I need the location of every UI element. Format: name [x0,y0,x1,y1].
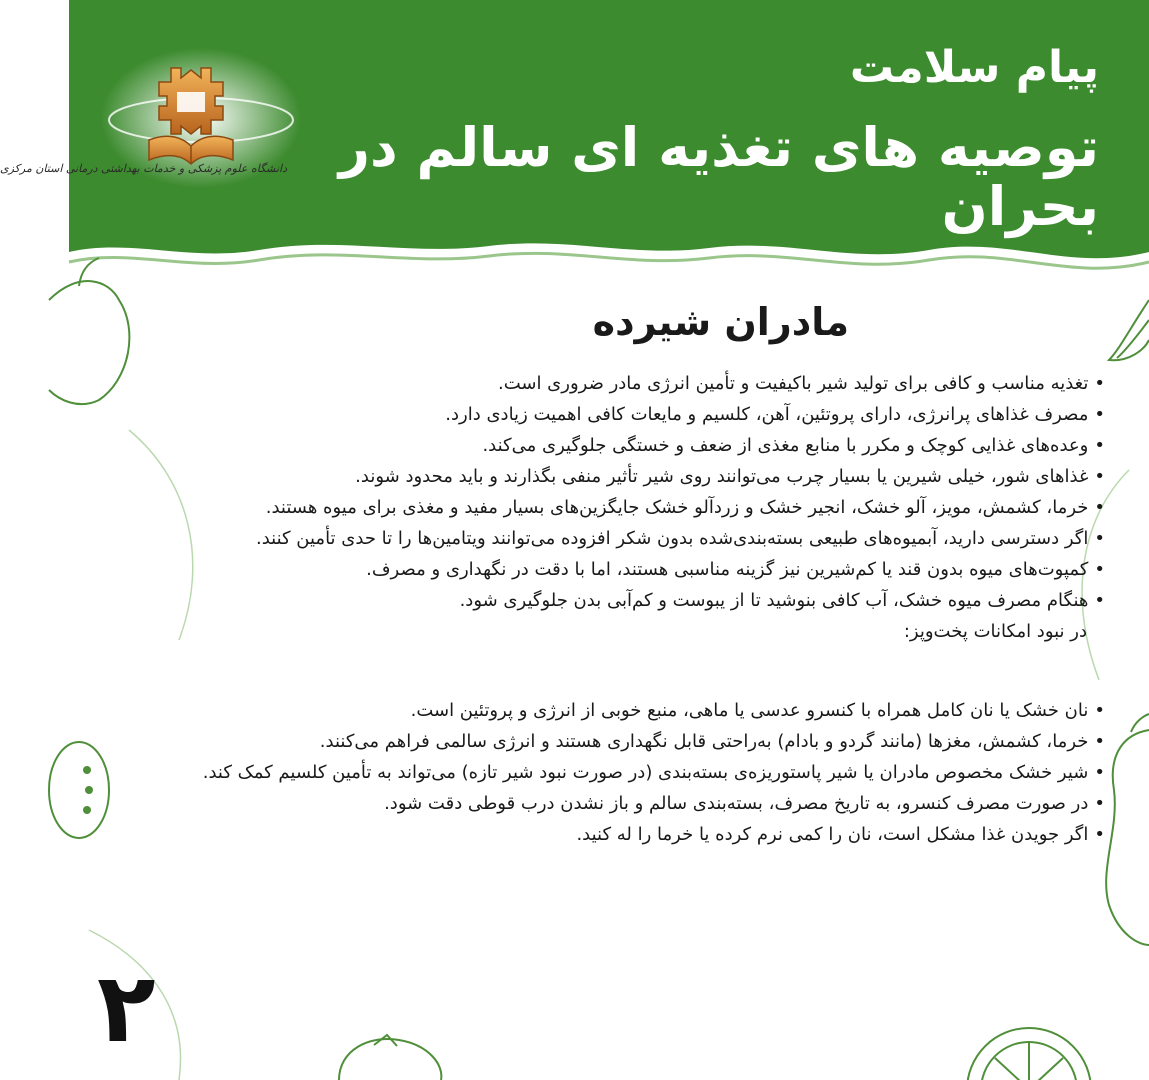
university-logo-icon [91,48,301,208]
bullet-icon: • [1094,373,1105,394]
list-item-text: اگر جویدن غذا مشکل است، نان را کمی نرم کرده یا خرما را له کنید. [576,824,1089,845]
pear-outline-icon [1106,714,1149,945]
bullet-icon: • [1094,466,1105,487]
list-item [109,726,1105,757]
list-item-text: کمپوت‌های میوه بدون قند یا کم‌شیرین نیز گزینه مناسبی هستند، اما با دقت در نگهداری و مصرف. [366,559,1089,580]
list-item-text: وعده‌های غذایی کوچک و مکرر با منابع مغذی از ضعف و خستگی جلوگیری می‌کند. [482,435,1089,456]
sub-heading: در نبود امکانات پخت‌وپز: [903,621,1087,642]
list-item [109,523,1105,554]
list-item [109,399,1105,430]
logo-caption: دانشگاه علوم پزشکی و خدمات بهداشتی درمانی استان مرکزی [0,162,287,175]
lemon-slice-icon [49,742,109,838]
bullet-icon: • [1094,762,1105,783]
list-item [109,430,1105,461]
list-item [109,461,1105,492]
list-item [109,819,1105,850]
bullet-icon: • [1094,824,1105,845]
section-title: مادران شیرده [592,300,849,344]
bullet-icon: • [1094,793,1105,814]
bullet-icon: • [1094,731,1105,752]
page-number: ۲ [97,952,156,1064]
bullet-icon: • [1094,497,1105,518]
bullet-icon: • [1094,559,1105,580]
list-item [109,757,1105,788]
list-item-text: خرما، کشمش، مغزها (مانند گردو و بادام) به‌راحتی قابل نگهداری هستند و انرژی سالمی فراهم می‌کنند. [319,731,1089,752]
cooking-bullet-list [109,695,1105,850]
bullet-icon: • [1094,590,1105,611]
list-item-text: اگر دسترسی دارید، آبمیوه‌های طبیعی بسته‌بندی‌شده بدون شکر افزوده می‌توانند ویتامین‌ها را تا حدی تأمین کنند. [255,528,1089,549]
bullet-icon: • [1094,435,1105,456]
bullet-icon: • [1094,700,1105,721]
list-item [109,492,1105,523]
list-item-text: در صورت مصرف کنسرو، به تاریخ مصرف، بسته‌بندی سالم و باز نشدن درب قوطی دقت شود. [384,793,1089,814]
header-title: پیام سلامت [849,42,1099,93]
header-subtitle: توصیه های تغذیه ای سالم در بحران [338,116,1099,239]
tomato-outline-icon [339,1035,441,1080]
list-item-text: غذاهای شور، خیلی شیرین یا بسیار چرب می‌توانند روی شیر تأثیر منفی بگذارند و باید محدود شوند. [355,466,1089,487]
list-item-text: تغذیه مناسب و کافی برای تولید شیر باکیفیت و تأمین انرژی مادر ضروری است. [497,373,1089,394]
main-bullet-list [109,368,1105,616]
list-item-text: نان خشک یا نان کامل همراه با کنسرو عدسی یا ماهی، منبع خوبی از انرژی و پروتئین است. [410,700,1089,721]
list-item [109,554,1105,585]
bullet-icon: • [1094,528,1105,549]
list-item-text: هنگام مصرف میوه خشک، آب کافی بنوشید تا از یبوست و کم‌آبی بدن جلوگیری شود. [459,590,1089,611]
list-item [109,788,1105,819]
list-item-text: مصرف غذاهای پرانرژی، دارای پروتئین، آهن، کلسیم و مایعات کافی اهمیت زیادی دارد. [445,404,1089,425]
list-item [109,368,1105,399]
list-item [109,585,1105,616]
spacer [109,647,1105,695]
list-item [109,695,1105,726]
main-content [109,368,1105,850]
list-item-text: شیر خشک مخصوص مادران یا شیر پاستوریزه‌ی بسته‌بندی (در صورت نبود شیر تازه) می‌تواند به تأمین کلسیم کمک کند. [202,762,1089,783]
list-item-text: خرما، کشمش، مویز، آلو خشک، انجیر خشک و زردآلو خشک جایگزین‌های بسیار مفید و مغذی برای میوه هستند. [265,497,1089,518]
citrus-outline-icon [967,1028,1091,1080]
bullet-icon: • [1094,404,1105,425]
